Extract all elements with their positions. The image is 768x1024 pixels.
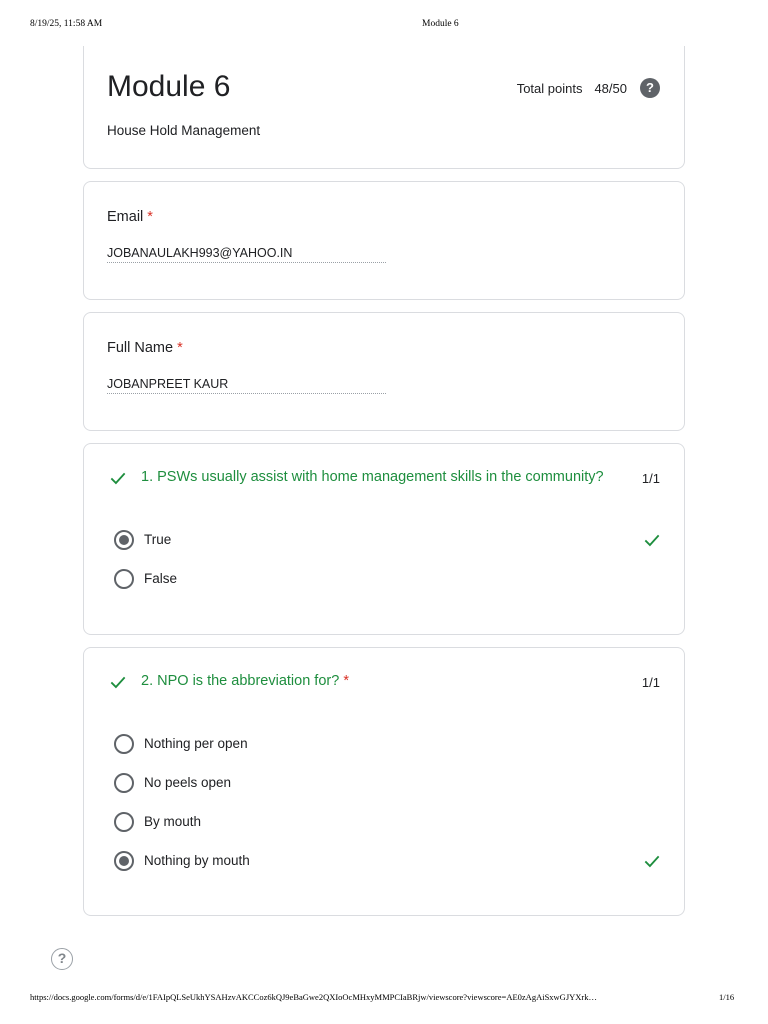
email-card [83,181,685,300]
option-label: Nothing per open [144,736,248,751]
total-points-value: 48/50 [594,80,627,96]
radio-unselected-icon [114,773,134,793]
question-score: 1/1 [641,675,660,690]
option-no-peels-open [114,773,662,795]
total-points-label: Total points [516,80,583,96]
full-name-card [83,312,685,431]
option-label: False [144,571,178,586]
email-label: Email * [107,209,153,225]
form-header-card [83,46,685,169]
radio-selected-icon [114,851,134,871]
required-asterisk: * [177,340,183,356]
form-title: Module 6 [107,70,231,103]
required-asterisk: * [343,673,349,689]
radio-unselected-icon [114,569,134,589]
question-text: 1. PSWs usually assist with home management skills in the community? [141,469,604,485]
correct-check-icon [108,468,128,488]
option-nothing-per-open [114,734,662,756]
question-header [108,468,660,490]
question-header [108,672,660,694]
required-asterisk: * [147,209,153,225]
option-nothing-by-mouth [114,851,662,873]
email-field: JOBANAULAKH993@YAHOO.IN [107,246,386,263]
print-timestamp: 8/19/25, 11:58 AM [30,19,103,29]
print-url: https://docs.google.com/forms/d/e/1FAIpQLSeUkhYSAHzvAKCCoz6kQJ9eBaGwe2QXIoOcMHxyMMPCIaBRjw/viewscore?viewscore=AE0zAgAiSxwGJYXrk… [30,992,597,1002]
option-label: Nothing by mouth [144,853,250,868]
correct-check-icon [642,530,662,550]
help-circle-icon[interactable]: ? [51,948,73,970]
correct-check-icon [642,851,662,871]
option-label: True [144,532,172,547]
option-true [114,530,662,552]
print-header [0,19,768,33]
form-description: House Hold Management [107,123,261,138]
full-name-field: JOBANPREET KAUR [107,377,386,394]
print-page-title: Module 6 [422,19,459,29]
question-card-1 [83,443,685,635]
question-mark-icon[interactable]: ? [640,78,660,98]
question-card-2 [83,647,685,916]
radio-selected-icon [114,530,134,550]
question-score: 1/1 [641,471,660,486]
option-label: By mouth [144,814,202,829]
option-by-mouth [114,812,662,834]
radio-unselected-icon [114,812,134,832]
correct-check-icon [108,672,128,692]
option-label: No peels open [144,775,232,790]
question-text: 2. NPO is the abbreviation for? * [141,673,349,689]
print-footer [0,992,768,1006]
print-page-number: 1/16 [719,992,735,1002]
full-name-label: Full Name * [107,340,183,356]
option-false [114,569,662,591]
total-points [517,78,660,98]
radio-unselected-icon [114,734,134,754]
